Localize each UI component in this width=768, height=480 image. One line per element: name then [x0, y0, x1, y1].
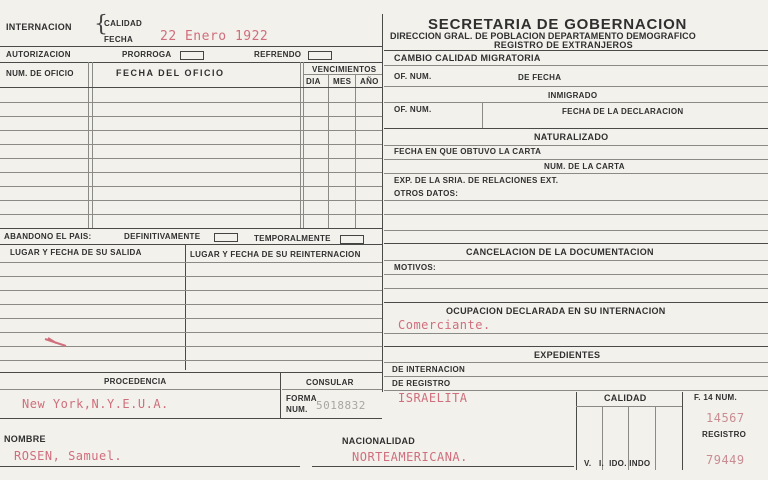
procedencia-header: PROCEDENCIA — [104, 377, 167, 386]
grid-line — [0, 130, 382, 131]
autorizacion-label: AUTORIZACION — [6, 50, 71, 59]
calidad-block-header: CALIDAD — [604, 393, 647, 403]
grid-line — [0, 262, 382, 263]
fecha-carta-label: FECHA EN QUE OBTUVO LA CARTA — [394, 147, 542, 156]
grid-line — [0, 466, 300, 467]
ministry-title: SECRETARIA DE GOBERNACION — [428, 16, 688, 33]
nacionalidad-value: NORTEAMERICANA. — [352, 450, 468, 464]
grid-line — [384, 145, 768, 146]
de-fecha-label: DE FECHA — [518, 73, 562, 82]
expedientes-header: EXPEDIENTES — [534, 350, 601, 360]
num-oficio-header: NUM. DE OFICIO — [6, 69, 74, 78]
grid-line — [384, 214, 768, 215]
grid-line — [482, 102, 483, 128]
grid-line — [384, 86, 768, 87]
grid-line — [384, 288, 768, 289]
grid-line — [0, 172, 382, 173]
registro-value: ISRAELITA — [398, 391, 468, 405]
lugar-salida-header: LUGAR Y FECHA DE SU SALIDA — [10, 248, 142, 257]
grid-line — [0, 244, 382, 245]
grid-line — [303, 74, 382, 75]
definitivamente-checkbox[interactable] — [214, 233, 238, 242]
grid-line — [655, 406, 656, 470]
grid-line — [384, 302, 768, 303]
grid-line — [384, 159, 768, 160]
nacionalidad-label: NACIONALIDAD — [342, 436, 416, 446]
grid-line — [384, 173, 768, 174]
fecha-declaracion-label: FECHA DE LA DECLARACION — [562, 107, 684, 116]
cambio-header: CAMBIO CALIDAD MIGRATORIA — [394, 53, 541, 63]
grid-line — [384, 333, 768, 334]
grid-line — [384, 260, 768, 261]
grid-line — [0, 102, 382, 103]
num-label: NUM. — [286, 405, 308, 414]
grid-line — [384, 362, 768, 363]
cancelacion-header: CANCELACION DE LA DOCUMENTACION — [466, 247, 654, 257]
grid-line — [0, 200, 382, 201]
consular-header: CONSULAR — [306, 378, 354, 387]
brace-glyph: { — [94, 12, 108, 37]
registro-num-value: 79449 — [706, 453, 745, 467]
grid-line — [0, 144, 382, 145]
temporalmente-label: TEMPORALMENTE — [254, 234, 331, 243]
motivos-label: MOTIVOS: — [394, 263, 436, 272]
f14num-label: F. 14 NUM. — [694, 393, 738, 402]
lugar-reinternacion-header: LUGAR Y FECHA DE SU REINTERNACION — [190, 250, 361, 259]
ministry-subtitle-1: DIRECCION GRAL. DE POBLACION DEPARTAMENTO DEMOGRAFICO — [390, 31, 696, 41]
grid-line — [576, 406, 682, 407]
grid-line — [0, 372, 382, 373]
grid-line — [384, 243, 768, 244]
inmigrado-label: INMIGRADO — [548, 91, 598, 100]
grid-line — [576, 392, 577, 470]
grid-line — [0, 290, 382, 291]
calidad-label: CALIDAD — [104, 19, 143, 28]
grid-line — [0, 360, 382, 361]
fecha-label: FECHA — [104, 35, 134, 44]
nombre-label: NOMBRE — [4, 434, 46, 444]
de-registro-label: DE REGISTRO — [392, 379, 451, 388]
grid-line — [384, 376, 768, 377]
refrendo-label: REFRENDO — [254, 50, 302, 59]
mes-header: MES — [333, 77, 352, 86]
exp-sria-label: EXP. DE LA SRIA. DE RELACIONES EXT. — [394, 176, 559, 185]
anio-header: AÑO — [360, 77, 379, 86]
of-num-label: OF. NUM. — [394, 72, 432, 81]
grid-line — [0, 214, 382, 215]
grid-line — [312, 466, 574, 467]
temporalmente-checkbox[interactable] — [340, 235, 364, 244]
abandono-label: ABANDONO EL PAIS: — [4, 232, 92, 241]
grid-line — [384, 346, 768, 347]
de-internacion-label: DE INTERNACION — [392, 365, 466, 374]
forma-label: FORMA — [286, 394, 317, 403]
refrendo-checkbox[interactable] — [308, 51, 332, 60]
f14num-value: 14567 — [706, 411, 745, 425]
naturalizado-header: NATURALIZADO — [534, 132, 609, 142]
grid-line — [0, 318, 382, 319]
grid-line — [0, 116, 382, 117]
grid-line — [0, 418, 382, 419]
prorroga-checkbox[interactable] — [180, 51, 204, 60]
left-auth-rule — [0, 62, 382, 63]
grid-line — [0, 87, 382, 88]
grid-line — [384, 102, 768, 103]
center-divider — [382, 14, 383, 392]
internacion-label: INTERNACION — [6, 22, 72, 32]
fecha-value: 22 Enero 1922 — [160, 29, 269, 44]
right-header-rule — [384, 50, 768, 51]
grid-line — [384, 200, 768, 201]
pen-mark — [44, 336, 68, 348]
grid-line — [0, 332, 382, 333]
definitivamente-label: DEFINITIVAMENTE — [124, 232, 201, 241]
grid-line — [384, 128, 768, 129]
ocupacion-header: OCUPACION DECLARADA EN SU INTERNACION — [446, 306, 666, 316]
grid-line — [282, 389, 382, 390]
forma-num-value: 5018832 — [316, 399, 366, 412]
dia-header: DIA — [306, 77, 321, 86]
registro-label: REGISTRO — [702, 430, 747, 439]
calidad-columns: V. I. IDO. INDO — [584, 459, 651, 468]
grid-line — [384, 65, 768, 66]
grid-line — [682, 392, 683, 470]
grid-line — [384, 274, 768, 275]
ministry-subtitle-2: REGISTRO DE EXTRANJEROS — [494, 40, 633, 50]
of-num-2-label: OF. NUM. — [394, 105, 432, 114]
grid-line — [328, 74, 329, 228]
left-header-rule — [0, 46, 382, 47]
grid-line — [0, 158, 382, 159]
grid-line — [384, 230, 768, 231]
grid-line — [280, 372, 281, 418]
grid-line — [0, 304, 382, 305]
grid-line — [355, 74, 356, 228]
grid-line — [0, 228, 382, 229]
grid-line — [0, 389, 280, 390]
prorroga-label: PRORROGA — [122, 50, 172, 59]
procedencia-value: New York,N.Y.E.U.A. — [22, 397, 169, 411]
fecha-oficio-header: FECHA DEL OFICIO — [116, 68, 225, 78]
vencimientos-header: VENCIMIENTOS — [312, 65, 377, 74]
ocupacion-value: Comerciante. — [398, 318, 491, 332]
grid-line — [0, 276, 382, 277]
num-carta-label: NUM. DE LA CARTA — [544, 162, 625, 171]
otros-datos-label: OTROS DATOS: — [394, 189, 459, 198]
nombre-value: ROSEN, Samuel. — [14, 449, 123, 463]
grid-line — [0, 186, 382, 187]
